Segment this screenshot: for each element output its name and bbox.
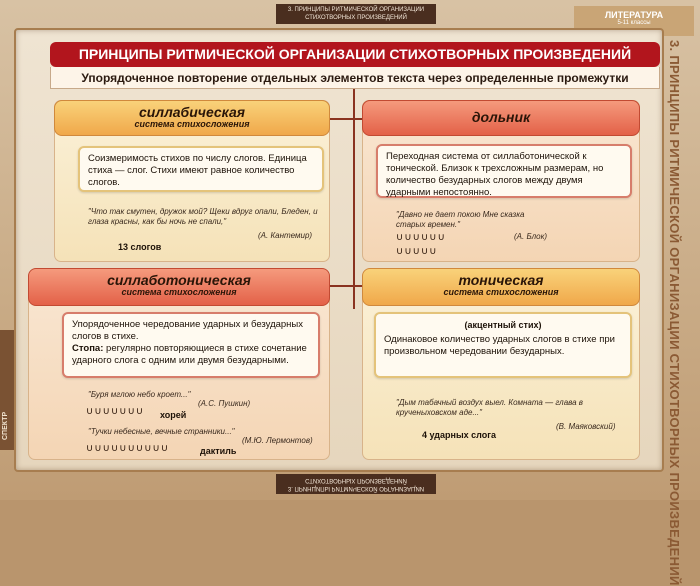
tonic-definition: Одинаковое количество ударных слогов в стихе при произвольном чередовании безударных. <box>384 334 615 357</box>
syllabic-definition: Соизмеримость стихов по числу слогов. Единица стиха — слог. Стихи имеют равное количество слогов. <box>78 146 324 192</box>
tonic-definition-box <box>374 312 632 378</box>
tonic-quote: "Дым табачный воздух выел. Комната — глава в крученыховском аде..." <box>396 398 583 417</box>
syllabotonic-author-2: (М.Ю. Лермонтов) <box>242 436 313 445</box>
syllabotonic-quote-2: "Тучки небесные, вечные странники..." <box>88 427 235 436</box>
top-strip: 3. ПРИНЦИПЫ РИТМИЧЕСКОЙ ОРГАНИЗАЦИИ СТИХОТВОРНЫХ ПРОИЗВЕДЕНИЙ <box>276 4 436 24</box>
syllabotonic-author-1: (А.С. Пушкин) <box>198 399 251 408</box>
syllabotonic-scheme-2: ∪∪∪∪∪∪∪∪∪∪ <box>86 443 170 454</box>
dolnik-name: дольник <box>471 109 531 125</box>
syllabotonic-system: система стихосложения <box>121 287 237 297</box>
tonic-name: тоническая <box>458 272 544 288</box>
sidebar-title-text: 3. ПРИНЦИПЫ РИТМИЧЕСКОЙ ОРГАНИЗАЦИИ СТИХОТВОРНЫХ ПРОИЗВЕДЕНИЙ <box>667 40 682 586</box>
tonic-kind: (акцентный стих) <box>464 320 542 330</box>
tonic-label <box>362 268 640 306</box>
publisher-logo <box>0 330 14 450</box>
dolnik-scheme-2: ∪∪∪∪∪ <box>396 246 438 257</box>
bottom-strip: 3. ПРИНЦИПЫ РИТМИЧЕСКОЙ ОРГАНИЗАЦИИ СТИХОТВОРНЫХ ПРОИЗВЕДЕНИЙ <box>276 474 436 494</box>
syllabotonic-def-term: Стопа: <box>72 343 104 354</box>
syllabotonic-quote-1: "Буря мглою небо кроет..." <box>88 390 191 399</box>
syllabic-author: (А. Кантемир) <box>258 231 313 240</box>
syllabotonic-scheme-1: ∪∪∪∪∪∪∪ <box>86 406 145 417</box>
tonic-system: система стихосложения <box>443 287 559 297</box>
syllabic-count: 13 слогов <box>118 242 162 252</box>
syllabotonic-def-line2: регулярно повторяющиеся в стихе сочетание ударного слога с одним или двумя безударными. <box>72 343 307 366</box>
syllabic-label <box>54 100 330 136</box>
tonic-count: 4 ударных слога <box>422 430 496 440</box>
syllabotonic-meter-1: хорей <box>160 410 187 420</box>
page-subtitle: Упорядоченное повторение отдельных элементов текста через определенные промежутки <box>50 67 660 89</box>
dolnik-scheme-1: ∪∪∪∪∪∪ <box>396 232 446 243</box>
syllabotonic-label <box>28 268 330 306</box>
dolnik-quote: "Давно не дает покою Мне сказка старых времен." <box>396 210 525 229</box>
dolnik-definition: Переходная система от силлаботонической к тонической. Близок к трехсложным размерам, но количество безударных слогов между двумя ударными непостоянно. <box>376 144 632 198</box>
page-title: ПРИНЦИПЫ РИТМИЧЕСКОЙ ОРГАНИЗАЦИИ СТИХОТВОРНЫХ ПРОИЗВЕДЕНИЙ <box>50 42 660 67</box>
tonic-author: (В. Маяковский) <box>556 422 616 431</box>
dolnik-label <box>362 100 640 136</box>
grade-label: 5-11 классы <box>617 20 651 26</box>
publisher-name: СПЕКТР <box>2 411 9 440</box>
syllabotonic-name: силлаботоническая <box>107 272 251 288</box>
syllabotonic-definition <box>62 312 320 378</box>
sidebar-title <box>664 40 696 586</box>
syllabic-system: система стихосложения <box>134 119 250 129</box>
syllabotonic-def-line1: Упорядоченное чередование ударных и безударных слогов в стихе. <box>72 319 304 342</box>
dolnik-author: (А. Блок) <box>514 232 548 241</box>
syllabic-quote: "Что так смутен, дружок мой? Щеки вдруг опали, Бледен, и глаза красны, как бы ночь не спали," <box>88 207 318 226</box>
subject-label: ЛИТЕРАТУРА <box>604 10 664 20</box>
syllabotonic-meter-2: дактиль <box>200 446 237 456</box>
connector-vertical <box>353 89 355 309</box>
syllabic-name: силлабическая <box>139 104 245 120</box>
